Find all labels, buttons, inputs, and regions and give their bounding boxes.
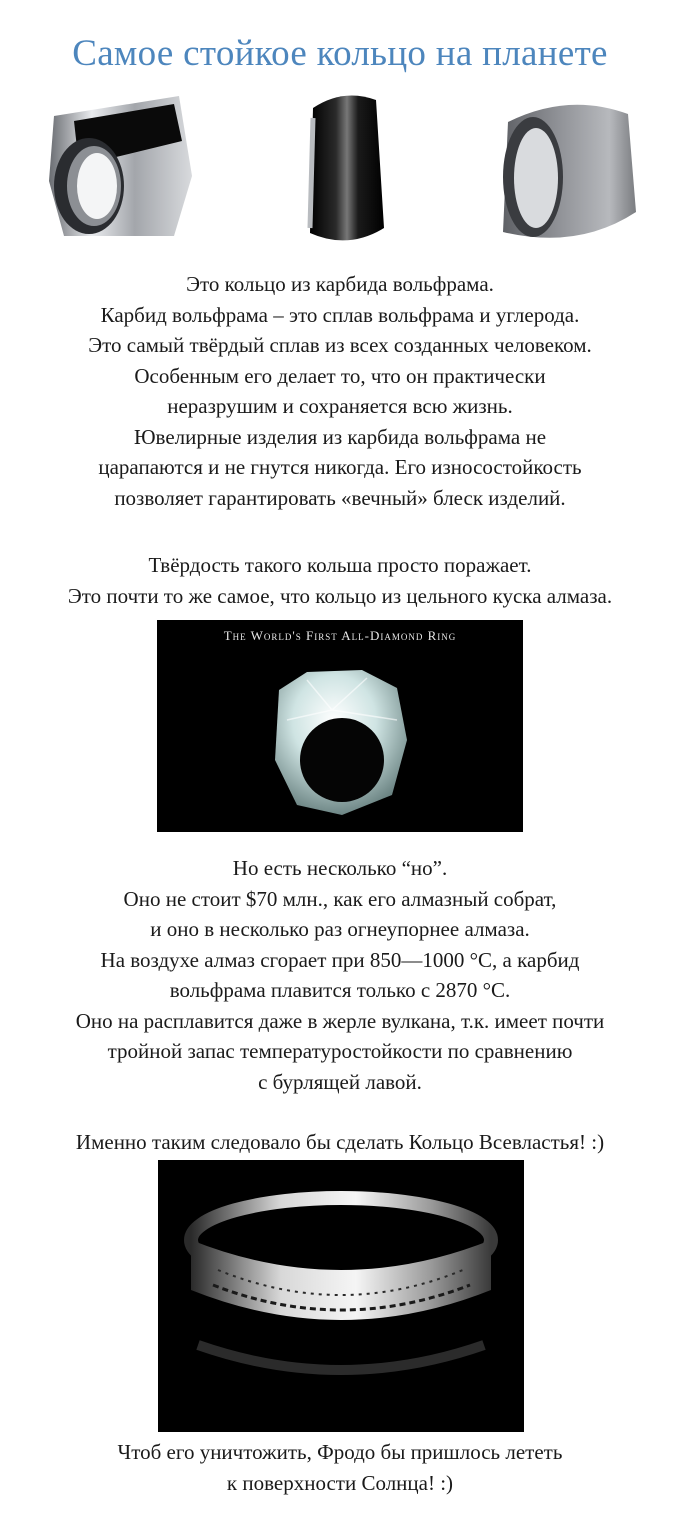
text-line: Это самый твёрдый сплав из всех созданных человеком. xyxy=(88,333,592,357)
text-line: царапаются и не гнутся никогда. Его износостойкость xyxy=(98,455,582,479)
but-paragraph xyxy=(0,853,680,1097)
text-line: тройной запас температуростойкости по сравнению xyxy=(107,1039,573,1063)
text-line: Чтоб его уничтожить, Фродо бы пришлось лететь xyxy=(117,1440,563,1464)
text-line: вольфрама плавится только с 2870 °C. xyxy=(169,978,511,1002)
diamond-ring-icon xyxy=(157,620,523,832)
one-ring-icon xyxy=(158,1160,524,1432)
text-line: Твёрдость такого кольша просто поражает. xyxy=(148,553,532,577)
text-line: с бурлящей лавой. xyxy=(258,1069,422,1094)
final-paragraph xyxy=(0,1437,680,1498)
intro-paragraph xyxy=(0,269,680,513)
one-ring-photo xyxy=(158,1160,524,1432)
text-line: и оно в несколько раз огнеупорнее алмаза. xyxy=(150,917,530,941)
page-title: Самое стойкое кольцо на планете xyxy=(72,33,608,74)
text-line: неразрушим и сохраняется всю жизнь. xyxy=(167,394,513,418)
hardness-paragraph xyxy=(0,550,680,611)
ring-photo-silver-black xyxy=(34,86,200,252)
text-line: позволяет гарантировать «вечный» блеск изделий. xyxy=(114,485,566,510)
text-line: Оно на расплавится даже в жерле вулкана, т.к. имеет почти xyxy=(75,1008,605,1033)
text-line: Оно не стоит $70 млн., как его алмазный собрат, xyxy=(123,886,557,911)
text-line: Это почти то же самое, что кольцо из цельного куска алмаза. xyxy=(67,583,613,608)
text-line: На воздухе алмаз сгорает при 850—1000 °C, а карбид xyxy=(100,947,580,972)
text-line: Карбид вольфрама – это сплав вольфрама и углерода. xyxy=(100,302,580,327)
text-line: Именно таким следовало бы сделать Кольцо Всевластья! :) xyxy=(75,1130,605,1154)
text-line: к поверхности Солнца! :) xyxy=(226,1470,454,1495)
ring-icon xyxy=(488,92,646,250)
ring-icon xyxy=(298,88,388,250)
ring-photo-gray xyxy=(488,92,646,250)
lotr-line xyxy=(0,1127,680,1158)
diamond-ring-caption: The World's First All-Diamond Ring xyxy=(223,628,457,643)
ring-photo-black xyxy=(298,88,388,250)
ring-icon xyxy=(34,86,200,252)
diamond-ring-photo xyxy=(157,620,523,832)
text-line: Это кольцо из карбида вольфрама. xyxy=(186,272,494,296)
text-line: Ювелирные изделия из карбида вольфрама не xyxy=(133,424,547,449)
text-line: Особенным его делает то, что он практически xyxy=(134,363,546,388)
text-line: Но есть несколько “но”. xyxy=(232,856,448,880)
